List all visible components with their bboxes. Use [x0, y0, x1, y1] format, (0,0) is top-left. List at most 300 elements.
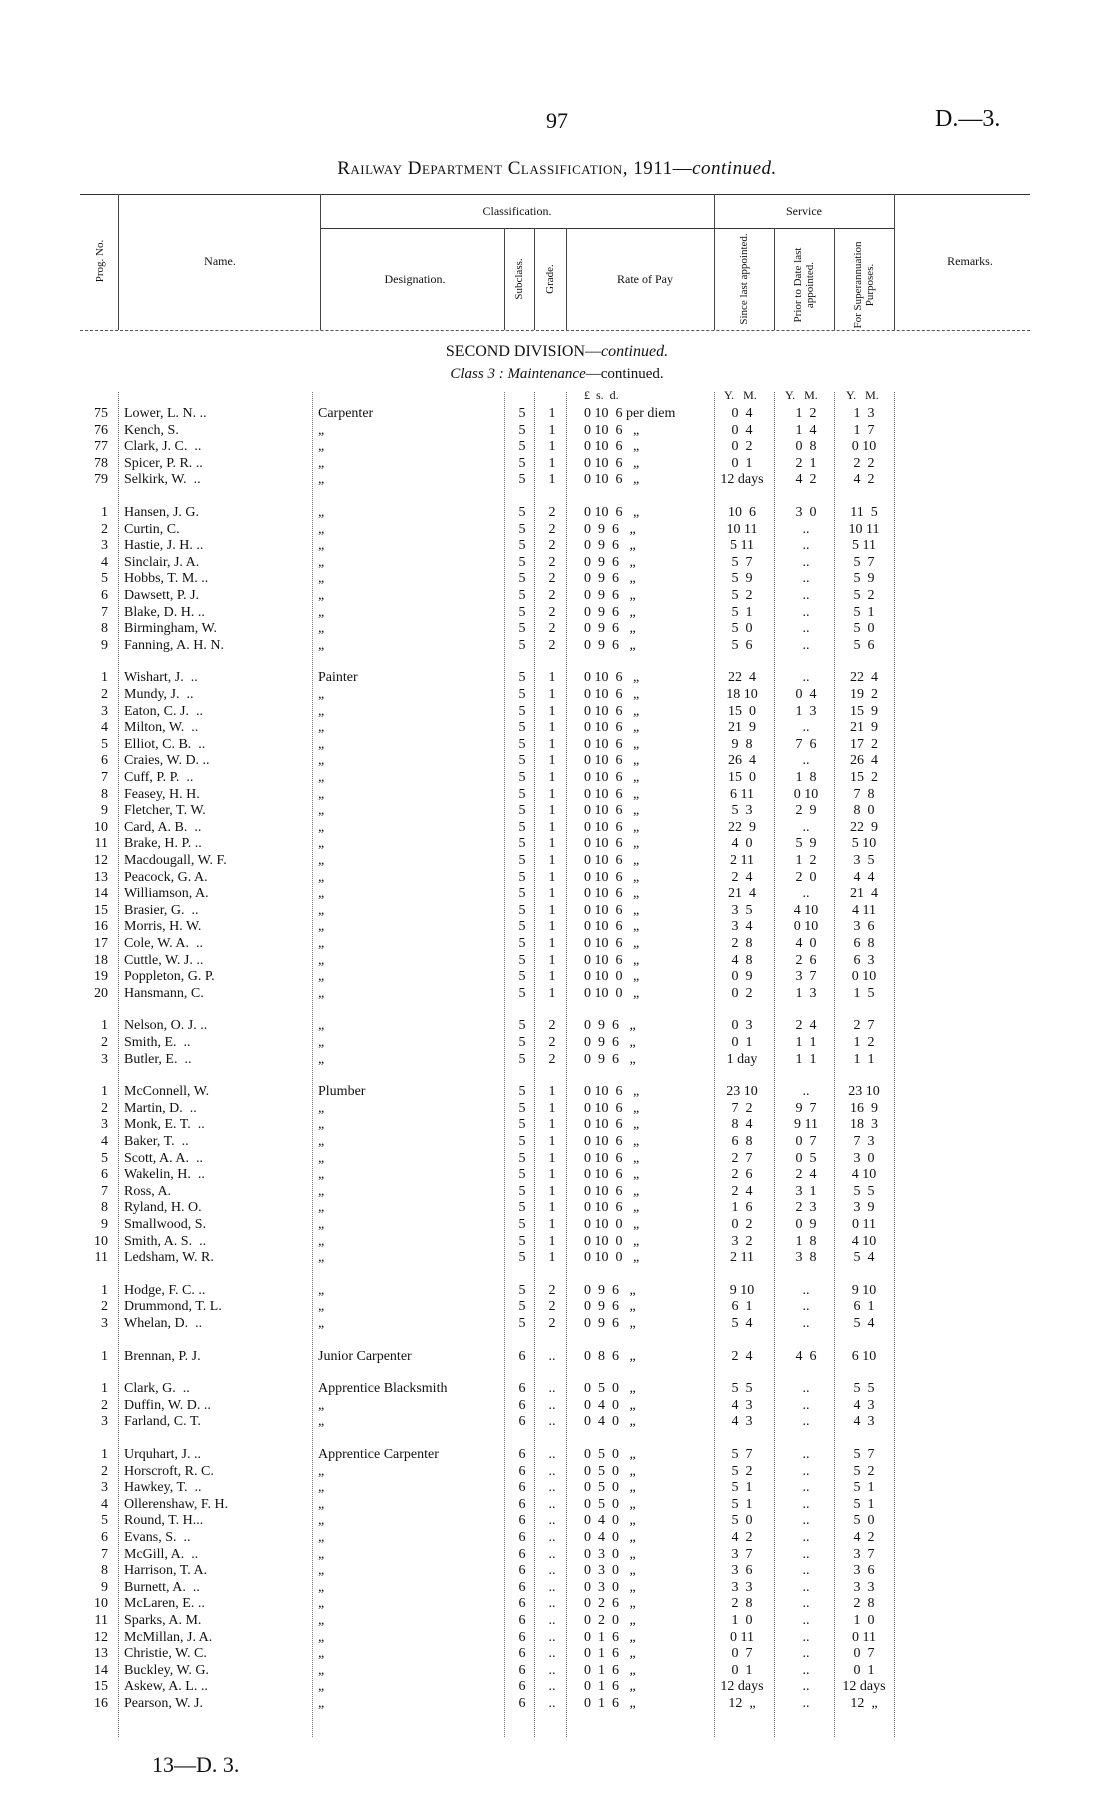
since-last-appointed: 26 4: [728, 753, 756, 769]
prior-to-date: 2 1: [795, 455, 817, 471]
since-last-appointed: 5 5: [731, 1381, 753, 1397]
subclass: 6: [518, 1613, 526, 1628]
grade: ..: [548, 1496, 556, 1512]
prog-no: 9: [101, 1579, 108, 1595]
superannuation: 4 2: [853, 472, 875, 488]
prior-to-date: ..: [802, 819, 810, 835]
prog-no: 11: [94, 836, 108, 852]
prog-no: 3: [101, 538, 108, 554]
prior-to-date: ..: [802, 753, 810, 769]
superannuation: 1 7: [853, 422, 875, 438]
prog-no: 4: [101, 1496, 108, 1512]
grade: 1: [548, 1134, 556, 1149]
prior-to-date: ..: [802, 1613, 810, 1628]
since-last-appointed: 4 0: [731, 836, 753, 852]
table-row: [0, 522, 1114, 538]
prog-no: 4: [101, 1134, 108, 1149]
page-title: [0, 158, 1114, 180]
since-last-appointed: 5 9: [731, 571, 753, 587]
employee-name: Evans, S. ..: [124, 1530, 191, 1545]
prior-to-date: ..: [802, 1679, 810, 1695]
prior-units: Y. M.: [785, 388, 818, 402]
rate-of-pay: 0 2 0 „: [584, 1613, 636, 1628]
rate-of-pay: 0 10 6 „: [584, 886, 640, 902]
rate-of-pay: 0 10 6 „: [584, 1200, 640, 1216]
rate-of-pay: 0 10 6 „: [584, 1183, 640, 1199]
since-last-appointed: 0 2: [731, 439, 753, 455]
designation: „: [318, 1679, 325, 1695]
designation: „: [318, 604, 325, 620]
prior-to-date: ..: [802, 571, 810, 587]
subclass: 6: [518, 1662, 526, 1678]
prog-no: 17: [94, 936, 108, 951]
employee-name: Butler, E. ..: [124, 1051, 192, 1067]
grade: 1: [548, 1117, 556, 1133]
grade: 1: [548, 1217, 556, 1232]
table-row: [0, 1563, 1114, 1579]
since-last-appointed: 2 8: [731, 1596, 753, 1612]
superannuation: 2 8: [853, 1596, 875, 1612]
prog-no: 6: [101, 753, 108, 769]
since-last-appointed: 2 4: [731, 1183, 753, 1199]
header-subclass: Subclass.: [513, 258, 525, 300]
since-last-appointed: 21 9: [728, 720, 756, 736]
since-last-appointed: 2 7: [731, 1150, 753, 1166]
employee-name: Peacock, G. A.: [124, 869, 208, 885]
prog-no: 7: [101, 770, 108, 785]
grade: 1: [548, 770, 556, 785]
prior-to-date: 4 6: [795, 1348, 817, 1364]
prog-no: 6: [101, 588, 108, 603]
superannuation: 17 2: [850, 736, 878, 752]
grade: ..: [548, 1414, 556, 1430]
rate-of-pay: 0 3 0 „: [584, 1563, 636, 1579]
subclass: 5: [518, 588, 526, 603]
since-last-appointed: 3 4: [731, 919, 753, 935]
subclass: 6: [518, 1530, 526, 1545]
table-row: [0, 406, 1114, 422]
designation: „: [318, 1596, 325, 1612]
employee-name: Horscroft, R. C.: [124, 1463, 214, 1479]
employee-name: Sinclair, J. A.: [124, 554, 200, 570]
prog-no: 9: [101, 637, 108, 653]
rate-of-pay: 0 9 6 „: [584, 621, 636, 637]
superannuation: 4 3: [853, 1414, 875, 1430]
superannuation: 12 days: [842, 1679, 886, 1695]
designation: „: [318, 422, 325, 438]
designation: „: [318, 1117, 325, 1133]
prog-no: 78: [94, 455, 108, 471]
designation: „: [318, 803, 325, 819]
employee-name: Kench, S.: [124, 422, 179, 438]
grade: 1: [548, 1100, 556, 1116]
grade: 2: [548, 1035, 556, 1050]
superannuation: 11 5: [850, 505, 878, 520]
prog-no: 3: [101, 1117, 108, 1133]
designation: „: [318, 1513, 325, 1529]
superannuation: 26 4: [850, 753, 878, 769]
table-row: [0, 720, 1114, 736]
prog-no: 14: [94, 886, 108, 902]
subclass: 5: [518, 406, 526, 421]
since-last-appointed: 12 days: [720, 472, 764, 488]
employee-name: Wishart, J. ..: [124, 670, 198, 686]
superannuation: 5 2: [853, 588, 875, 603]
prior-to-date: ..: [802, 720, 810, 736]
table-row: [0, 1134, 1114, 1150]
employee-name: Blake, D. H. ..: [124, 604, 205, 620]
superannuation: 5 0: [853, 1513, 875, 1529]
grade: 2: [548, 1051, 556, 1067]
prog-no: 1: [101, 1084, 108, 1100]
superannuation: 5 10: [851, 836, 877, 852]
table-row: [0, 1035, 1114, 1051]
since-last-appointed: 6 8: [731, 1134, 753, 1149]
grade: 1: [548, 786, 556, 802]
rate-of-pay: 0 8 6 „: [584, 1348, 636, 1364]
employee-name: Ledsham, W. R.: [124, 1250, 214, 1266]
grade: 1: [548, 886, 556, 902]
designation: „: [318, 902, 325, 918]
rate-of-pay: 0 10 6 „: [584, 786, 640, 802]
table-row: [0, 670, 1114, 686]
grade: ..: [548, 1679, 556, 1695]
table-row: [0, 1184, 1114, 1200]
designation: „: [318, 703, 325, 719]
table-row: [0, 787, 1114, 803]
prog-no: 6: [101, 1167, 108, 1183]
subclass: 6: [518, 1513, 526, 1529]
designation: „: [318, 1646, 325, 1662]
table-row: [0, 1414, 1114, 1430]
table-row: [0, 555, 1114, 571]
since-last-appointed: 2 4: [731, 869, 753, 885]
subclass: 5: [518, 1316, 526, 1331]
employee-name: Martin, D. ..: [124, 1100, 197, 1116]
table-row: [0, 1250, 1114, 1266]
table-row: [0, 1052, 1114, 1068]
grade: 1: [548, 472, 556, 488]
prog-no: 5: [101, 736, 108, 752]
rate-of-pay: 0 4 0 „: [584, 1530, 636, 1545]
employee-name: Smallwood, S.: [124, 1217, 207, 1232]
since-last-appointed: 15 0: [728, 770, 756, 785]
designation: „: [318, 886, 325, 902]
rate-of-pay: 0 10 6 „: [584, 687, 640, 702]
subclass: 5: [518, 1183, 526, 1199]
since-last-appointed: 5 2: [731, 1463, 753, 1479]
since-last-appointed: 3 3: [731, 1579, 753, 1595]
designation: „: [318, 1546, 325, 1562]
prior-to-date: ..: [802, 1447, 810, 1462]
rate-of-pay: 0 10 0 „: [584, 1250, 640, 1266]
since-last-appointed: 5 3: [731, 803, 753, 819]
prog-no: 10: [94, 1596, 108, 1612]
prog-no: 3: [101, 1414, 108, 1430]
designation: „: [318, 985, 325, 1001]
rate-of-pay: 0 5 0 „: [584, 1463, 636, 1479]
prog-no: 4: [101, 720, 108, 736]
since-last-appointed: 4 3: [731, 1397, 753, 1413]
table-row: [0, 1447, 1114, 1463]
superannuation: 0 10: [851, 439, 877, 455]
employee-name: McLaren, E. ..: [124, 1596, 205, 1612]
since-last-appointed: 1 0: [731, 1613, 753, 1628]
rate-of-pay: 0 10 6 „: [584, 919, 640, 935]
grade: 1: [548, 952, 556, 968]
since-last-appointed: 0 4: [731, 422, 753, 438]
prior-to-date: 7 6: [795, 736, 817, 752]
designation: „: [318, 853, 325, 868]
table-row: [0, 903, 1114, 919]
table-row: [0, 1696, 1114, 1712]
since-last-appointed: 4 3: [731, 1414, 753, 1430]
rate-of-pay: 0 1 6 „: [584, 1696, 636, 1711]
since-last-appointed: 4 2: [731, 1530, 753, 1545]
employee-name: McGill, A. ..: [124, 1546, 199, 1562]
superannuation: 21 4: [850, 886, 878, 902]
subclass: 5: [518, 1200, 526, 1216]
grade: ..: [548, 1397, 556, 1413]
rate-units: £ s. d.: [584, 388, 619, 402]
grade: ..: [548, 1563, 556, 1579]
class-suffix: —continued.: [585, 366, 664, 382]
prog-no: 1: [101, 1282, 108, 1298]
grade: 2: [548, 538, 556, 554]
prior-to-date: ..: [802, 1563, 810, 1579]
since-last-appointed: 2 4: [731, 1348, 753, 1364]
grade: 1: [548, 1233, 556, 1249]
table-row: [0, 836, 1114, 852]
header-name: Name.: [204, 254, 236, 268]
designation: „: [318, 1316, 325, 1331]
since-last-appointed: 0 11: [730, 1629, 754, 1645]
designation: „: [318, 455, 325, 471]
prog-no: 2: [101, 521, 108, 537]
employee-name: Cuff, P. P. ..: [124, 770, 194, 785]
table-row: [0, 969, 1114, 985]
since-last-appointed: 2 6: [731, 1167, 753, 1183]
grade: ..: [548, 1480, 556, 1496]
subclass: 5: [518, 422, 526, 438]
designation: „: [318, 637, 325, 653]
table-row: [0, 886, 1114, 902]
designation: „: [318, 786, 325, 802]
designation: „: [318, 770, 325, 785]
since-last-appointed: 9 10: [729, 1282, 755, 1298]
superannuation: 12 „: [850, 1696, 878, 1711]
table-row: [0, 1217, 1114, 1233]
prog-no: 15: [94, 902, 108, 918]
designation: „: [318, 1414, 325, 1430]
table-row: [0, 1283, 1114, 1299]
superannuation: 1 0: [853, 1613, 875, 1628]
rate-of-pay: 0 10 6 „: [584, 770, 640, 785]
prog-no: 13: [94, 869, 108, 885]
header-grade: Grade.: [544, 264, 556, 294]
employee-name: Selkirk, W. ..: [124, 472, 201, 488]
prior-to-date: 5 9: [795, 836, 817, 852]
subclass: 5: [518, 720, 526, 736]
prog-no: 16: [94, 1696, 108, 1711]
rate-of-pay: 0 1 6 „: [584, 1662, 636, 1678]
superannuation: 4 4: [853, 869, 875, 885]
table-row: [0, 1547, 1114, 1563]
table-row: [0, 936, 1114, 952]
subclass: 6: [518, 1463, 526, 1479]
employee-name: Morris, H. W.: [124, 919, 202, 935]
grade: ..: [548, 1696, 556, 1711]
prior-to-date: 3 8: [795, 1250, 817, 1266]
page-number: 97: [546, 108, 568, 133]
table-row: [0, 1580, 1114, 1596]
prior-to-date: 1 4: [795, 422, 817, 438]
since-last-appointed: 0 2: [731, 985, 753, 1001]
prog-no: 2: [101, 1035, 108, 1050]
table-row: [0, 538, 1114, 554]
grade: 1: [548, 736, 556, 752]
rate-of-pay: 0 5 0 „: [584, 1381, 636, 1397]
prior-to-date: 1 3: [795, 985, 817, 1001]
prog-no: 3: [101, 1316, 108, 1331]
prog-no: 79: [94, 472, 108, 488]
employee-name: Smith, E. ..: [124, 1035, 191, 1050]
subclass: 5: [518, 472, 526, 488]
prior-to-date: 0 4: [795, 687, 817, 702]
employee-name: Curtin, C.: [124, 521, 180, 537]
designation: „: [318, 936, 325, 951]
designation: „: [318, 621, 325, 637]
designation: „: [318, 1217, 325, 1232]
prior-to-date: ..: [802, 621, 810, 637]
designation: Plumber: [318, 1084, 366, 1100]
prog-no: 15: [94, 1679, 108, 1695]
rate-of-pay: 0 10 0 „: [584, 1217, 640, 1232]
grade: 1: [548, 406, 556, 421]
subclass: 6: [518, 1579, 526, 1595]
prior-to-date: ..: [802, 1513, 810, 1529]
since-units: Y. M.: [724, 388, 757, 402]
page-footer: 13—D. 3.: [152, 1752, 240, 1777]
table-row: [0, 1167, 1114, 1183]
prog-no: 13: [94, 1646, 108, 1662]
grade: 1: [548, 422, 556, 438]
employee-name: Burnett, A. ..: [124, 1579, 200, 1595]
grade: ..: [548, 1629, 556, 1645]
grade: 2: [548, 604, 556, 620]
prog-no: 5: [101, 571, 108, 587]
rate-of-pay: 0 10 6 „: [584, 936, 640, 951]
subclass: 5: [518, 853, 526, 868]
subclass: 6: [518, 1414, 526, 1430]
prior-to-date: ..: [802, 1662, 810, 1678]
superannuation: 15 9: [850, 703, 878, 719]
subclass: 5: [518, 1217, 526, 1232]
subclass: 5: [518, 1051, 526, 1067]
table-row: [0, 1464, 1114, 1480]
since-last-appointed: 21 4: [728, 886, 756, 902]
prior-to-date: ..: [802, 1646, 810, 1662]
table-row: [0, 1480, 1114, 1496]
subclass: 5: [518, 1150, 526, 1166]
superannuation: 5 9: [853, 571, 875, 587]
since-last-appointed: 5 0: [731, 621, 753, 637]
grade: 1: [548, 703, 556, 719]
grade: 1: [548, 985, 556, 1001]
table-row: [0, 456, 1114, 472]
table-row: [0, 737, 1114, 753]
table-row: [0, 1679, 1114, 1695]
rate-of-pay: 0 10 0 „: [584, 985, 640, 1001]
employee-name: Fanning, A. H. N.: [124, 637, 224, 653]
employee-name: Milton, W. ..: [124, 720, 199, 736]
table-row: [0, 753, 1114, 769]
subclass: 5: [518, 687, 526, 702]
class-heading: [0, 366, 1114, 383]
prior-to-date: 9 11: [794, 1117, 818, 1133]
table-row: [0, 588, 1114, 604]
subclass: 5: [518, 886, 526, 902]
prior-to-date: 1 2: [795, 853, 817, 868]
since-last-appointed: 0 1: [731, 455, 753, 471]
superannuation: 10 11: [848, 521, 880, 537]
prog-no: 9: [101, 803, 108, 819]
grade: 2: [548, 621, 556, 637]
employee-name: Mundy, J. ..: [124, 687, 194, 702]
prior-to-date: 3 1: [795, 1183, 817, 1199]
superannuation: 6 10: [851, 1348, 877, 1364]
subclass: 6: [518, 1546, 526, 1562]
table-row: [0, 770, 1114, 786]
designation: „: [318, 571, 325, 587]
employee-name: Clark, G. ..: [124, 1381, 190, 1397]
employee-name: Spicer, P. R. ..: [124, 455, 203, 471]
subclass: 5: [518, 571, 526, 587]
rate-of-pay: 0 10 6 „: [584, 670, 640, 686]
superannuation: 22 9: [850, 819, 878, 835]
table-row: [0, 423, 1114, 439]
prog-no: 3: [101, 703, 108, 719]
table-row: [0, 605, 1114, 621]
superannuation: 7 3: [853, 1134, 875, 1149]
designation: Junior Carpenter: [318, 1348, 412, 1364]
superannuation: 21 9: [850, 720, 878, 736]
superannuation: 3 5: [853, 853, 875, 868]
superannuation: 0 11: [852, 1217, 876, 1232]
employee-name: Harrison, T. A.: [124, 1563, 208, 1579]
employee-name: Wakelin, H. ..: [124, 1167, 205, 1183]
prior-to-date: ..: [802, 1282, 810, 1298]
rate-of-pay: 0 10 6 „: [584, 803, 640, 819]
employee-name: Ryland, H. O.: [124, 1200, 202, 1216]
prior-to-date: ..: [802, 1480, 810, 1496]
designation: „: [318, 1696, 325, 1711]
prog-no: 14: [94, 1662, 108, 1678]
since-last-appointed: 5 7: [731, 1447, 753, 1462]
rate-of-pay: 0 1 6 „: [584, 1679, 636, 1695]
since-last-appointed: 5 6: [731, 637, 753, 653]
prior-to-date: 0 5: [795, 1150, 817, 1166]
prior-to-date: 2 6: [795, 952, 817, 968]
header-since-last: Since last appointed.: [738, 233, 750, 325]
superannuation: 22 4: [850, 670, 878, 686]
employee-name: Poppleton, G. P.: [124, 969, 215, 985]
rate-of-pay: 0 10 0 „: [584, 969, 640, 985]
since-last-appointed: 0 1: [731, 1035, 753, 1050]
division-heading: [0, 343, 1114, 361]
grade: 2: [548, 1299, 556, 1315]
rate-of-pay: 0 9 6 „: [584, 538, 636, 554]
